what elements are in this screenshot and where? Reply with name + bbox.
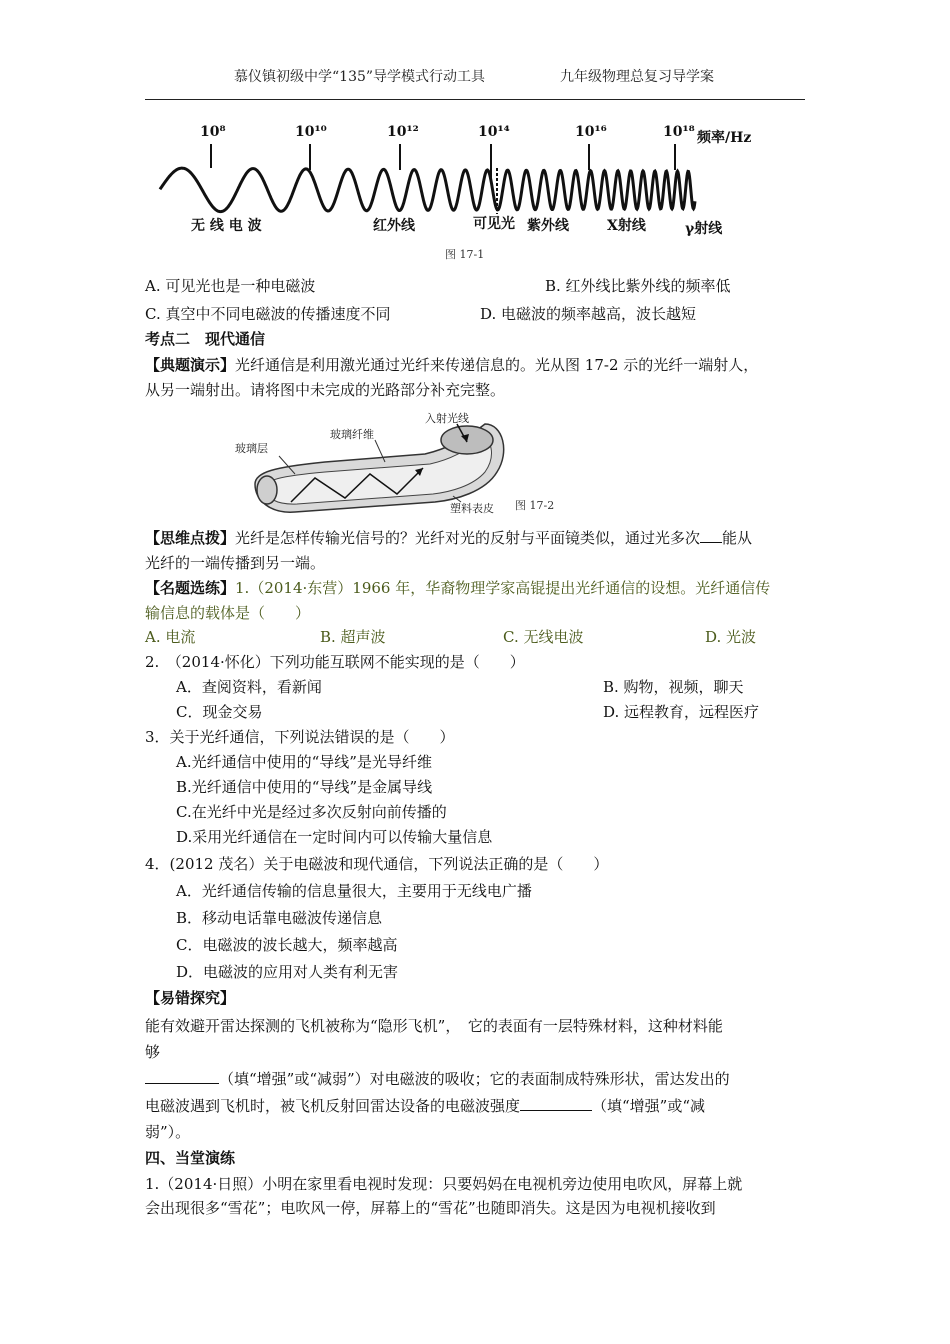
section4-q1-line1: 1.（2014·日照）小明在家里看电视时发现：只要妈妈在电视机旁边使用电吹风，屏幕上就 — [145, 1175, 743, 1193]
practice-q4-option-d: D．电磁波的应用对人类有利无害 — [176, 963, 399, 981]
section4-title: 四、当堂演练 — [145, 1149, 236, 1167]
practice-q4-option-a: A．光纤通信传输的信息量很大，主要用于无线电广播 — [176, 882, 532, 900]
option-c: C. 真空中不同电磁波的传播速度不同 — [145, 305, 391, 323]
thinking-line2: 光纤的一端传播到另一端。 — [145, 554, 326, 572]
figure1-caption: 图 17-1 — [445, 248, 485, 261]
header-left: 慕仪镇初级中学“135”导学模式行动工具 — [234, 69, 486, 85]
error-probe-line2: 够 — [145, 1043, 161, 1061]
demo-line1 — [145, 353, 758, 378]
error-probe-line5: 弱”）。 — [145, 1123, 191, 1141]
practice-q4-option-b: B．移动电话靠电磁波传递信息 — [176, 909, 383, 927]
error-probe-line1: 能有效避开雷达探测的飞机被称为“隐形飞机”， 它的表面有一层特殊材料，这种材料能 — [145, 1017, 723, 1035]
fiber-label-glass-layer: 玻璃层 — [235, 442, 268, 455]
figure2-caption: 图 17-2 — [515, 499, 555, 512]
freq-label-1e10: 10¹⁰ — [295, 124, 327, 140]
freq-axis-unit: 频率/Hz — [697, 130, 752, 146]
practice-q4: 4．(2012 茂名）关于电磁波和现代通信，下列说法正确的是（ ） — [145, 855, 609, 873]
demo-tag: 【典题演示】 — [145, 356, 236, 374]
error-probe-line4 — [145, 1094, 705, 1119]
practice-q1-option-a: A. 电流 — [145, 628, 196, 646]
demo-line2: 从另一端射出。请将图中未完成的光路部分补充完整。 — [145, 381, 506, 399]
band-xray: X射线 — [607, 218, 646, 234]
band-visible: 可见光 — [473, 216, 515, 232]
practice-q1-line2: 输信息的载体是（ ） — [145, 604, 311, 622]
practice-q2-option-c: C．现金交易 — [176, 703, 263, 721]
freq-label-1e12: 10¹² — [387, 124, 419, 140]
error-probe-blank-1 — [145, 1083, 219, 1084]
practice-q1-option-b: B. 超声波 — [320, 628, 386, 646]
practice-q1-line1 — [145, 576, 770, 601]
practice-q3: 3．关于光纤通信，下列说法错误的是（ ） — [145, 728, 455, 746]
practice-q3-option-c: C.在光纤中光是经过多次反射向前传播的 — [176, 803, 447, 821]
section4-q1-line2: 会出现很多“雪花”；电吹风一停，屏幕上的“雪花”也随即消失。这是因为电视机接收到 — [145, 1199, 716, 1217]
practice-q1-option-d: D. 光波 — [705, 628, 757, 646]
thinking-text-b: 能从 — [722, 529, 753, 547]
option-d: D. 电磁波的频率越高，波长越短 — [480, 305, 697, 323]
thinking-tag: 【思维点拨】 — [145, 529, 236, 547]
thinking-blank — [700, 542, 722, 543]
practice-q2-option-a: A．查阅资料，看新闻 — [176, 678, 322, 696]
practice-tag: 【名题选练】 — [145, 579, 236, 597]
practice-q4-option-c: C．电磁波的波长越大，频率越高 — [176, 936, 398, 954]
band-infrared: 红外线 — [373, 218, 415, 234]
thinking-text-a: 光纤是怎样传输光信号的？光纤对光的反射与平面镜类似，通过光多次 — [235, 529, 701, 547]
fiber-label-plastic-skin: 塑料表皮 — [450, 502, 494, 515]
freq-label-1e18: 10¹⁸ — [663, 124, 695, 140]
band-ultraviolet: 紫外线 — [527, 218, 569, 234]
header-rule — [145, 99, 805, 100]
freq-label-1e16: 10¹⁶ — [575, 124, 607, 140]
practice-q2-option-b: B. 购物，视频，聊天 — [603, 678, 744, 696]
practice-q2: 2. （2014·怀化）下列功能互联网不能实现的是（ ） — [145, 653, 525, 671]
option-b: B. 红外线比紫外线的频率低 — [545, 277, 731, 295]
em-spectrum-figure — [155, 118, 770, 248]
practice-q1-option-c: C. 无线电波 — [503, 628, 584, 646]
error-probe-tag: 【易错探究】 — [145, 989, 236, 1007]
error-probe-blank-2 — [520, 1110, 592, 1111]
practice-q1-text: 1.（2014·东营）1966 年，华裔物理学家高锟提出光纤通信的设想。光纤通信传 — [235, 579, 771, 597]
demo-text-1: 光纤通信是利用激光通过光纤来传递信息的。光从图 17-2 示的光纤一端射人， — [235, 356, 759, 374]
practice-q3-option-d: D.采用光纤通信在一定时间内可以传输大量信息 — [176, 828, 493, 846]
header-right: 九年级物理总复习导学案 — [560, 69, 714, 85]
practice-q2-option-d: D. 远程教育，远程医疗 — [603, 703, 760, 721]
error-probe-line3 — [145, 1067, 730, 1092]
practice-q3-option-a: A.光纤通信中使用的“导线”是光导纤维 — [176, 753, 432, 771]
optical-fiber-figure — [235, 412, 515, 518]
error-probe-text-3: （填“增强”或“减弱”）对电磁波的吸收；它的表面制成特殊形状，雷达发出的 — [219, 1070, 730, 1088]
band-radio: 无 线 电 波 — [191, 218, 262, 234]
band-gamma: γ射线 — [685, 221, 723, 237]
section2-title: 考点二 现代通信 — [145, 330, 266, 348]
fiber-label-glass-fiber: 玻璃纤维 — [330, 428, 374, 441]
fiber-label-incident: 入射光线 — [425, 412, 469, 425]
option-a: A. 可见光也是一种电磁波 — [145, 277, 316, 295]
error-probe-text-4: 电磁波遇到飞机时，被飞机反射回雷达设备的电磁波强度 — [145, 1097, 521, 1115]
thinking-line1 — [145, 526, 752, 551]
practice-q3-option-b: B.光纤通信中使用的“导线”是金属导线 — [176, 778, 433, 796]
freq-label-1e8: 10⁸ — [200, 124, 226, 140]
freq-label-1e14: 10¹⁴ — [478, 124, 510, 140]
error-probe-text-4b: （填“增强”或“减 — [592, 1097, 706, 1115]
